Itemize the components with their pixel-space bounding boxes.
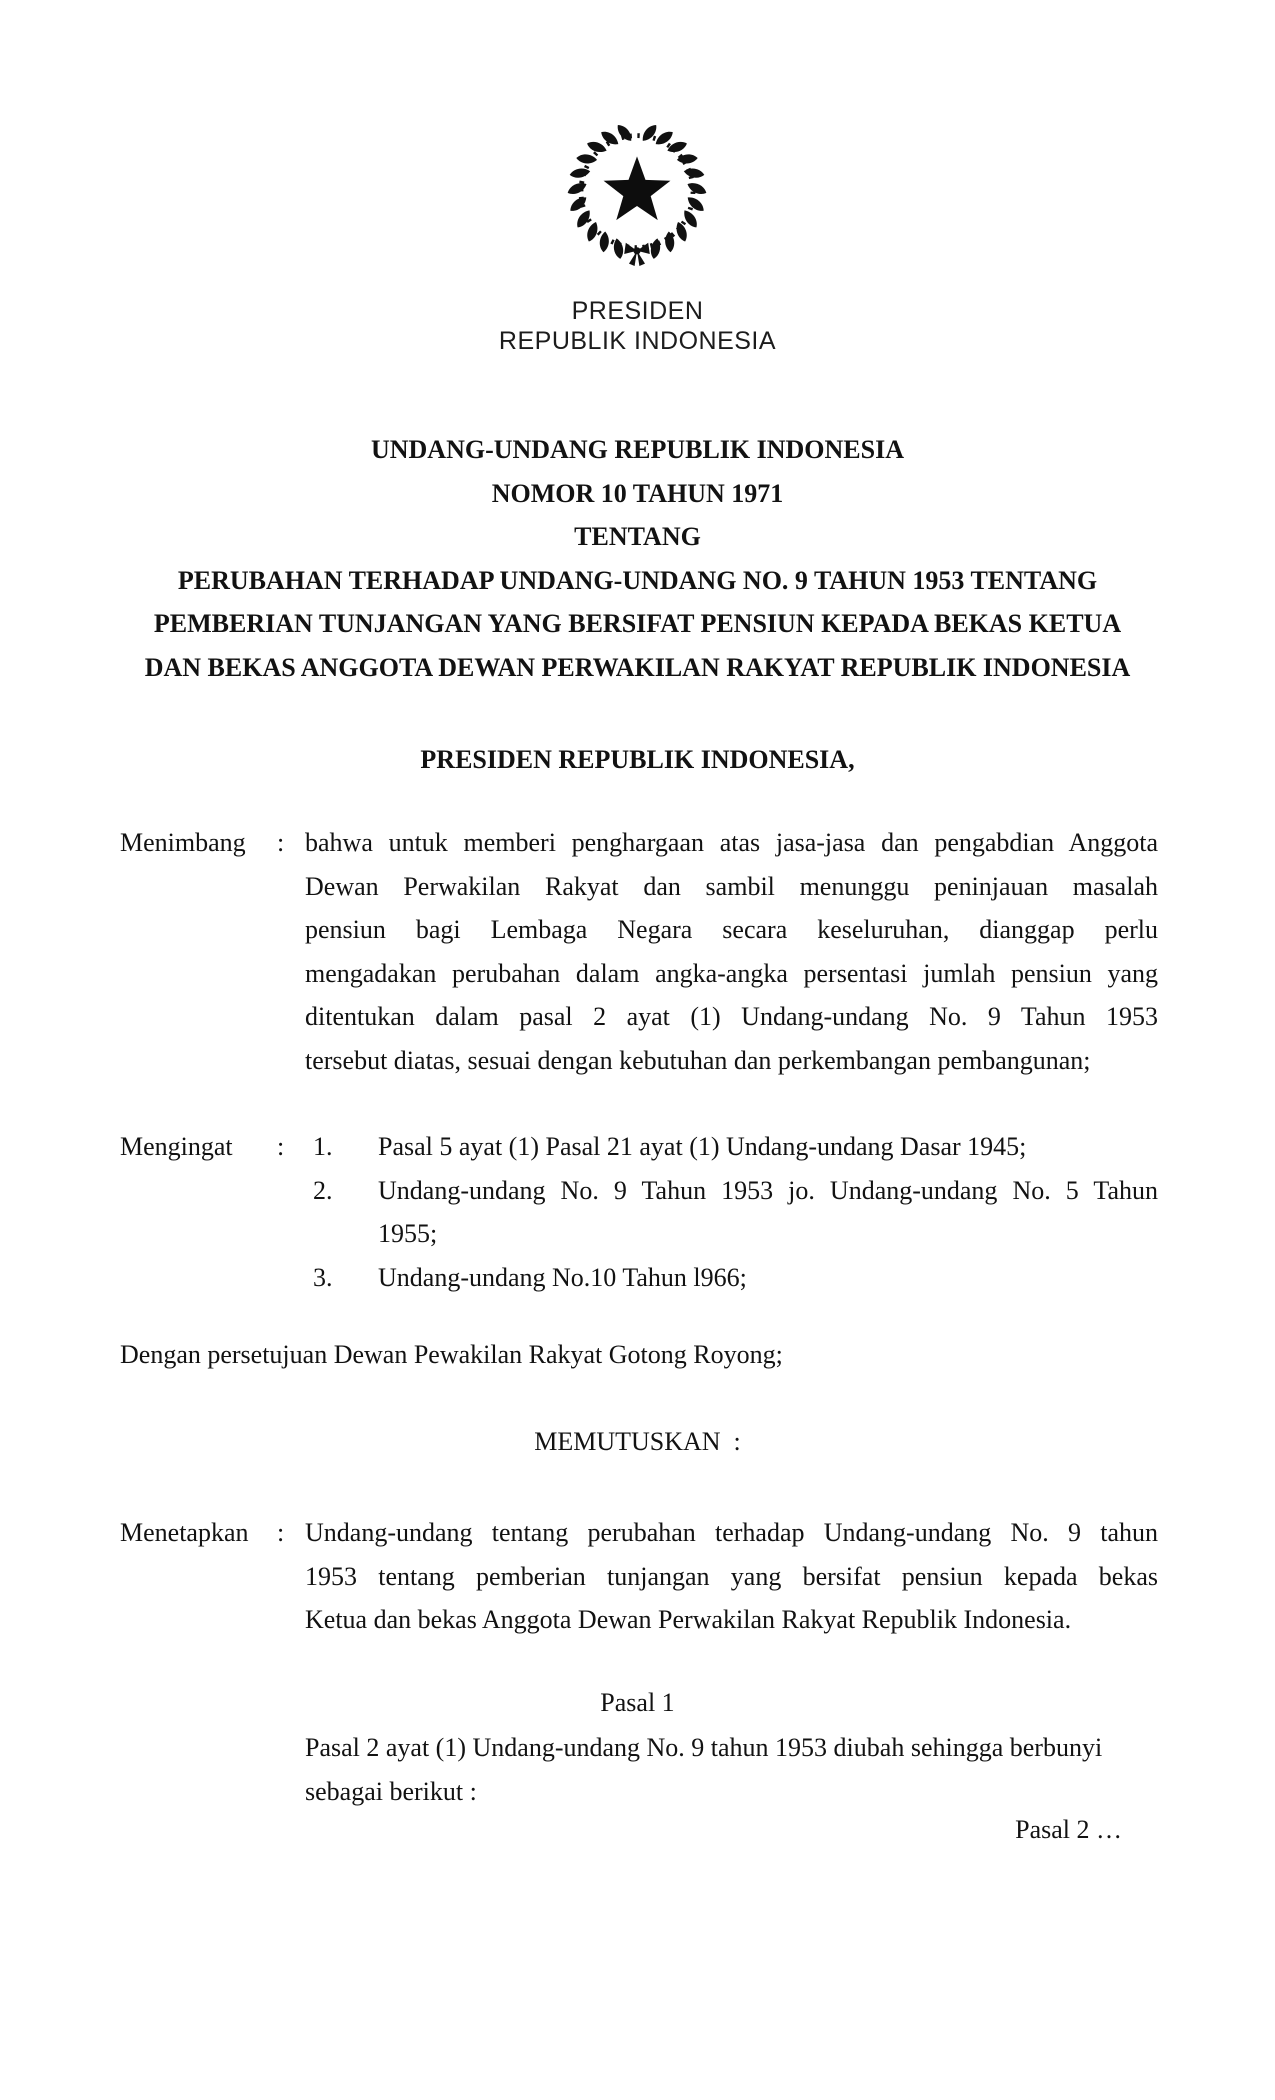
menetapkan-colon: : [277,1518,285,1547]
title-line: DAN BEKAS ANGGOTA DEWAN PERWAKILAN RAKYAT REPUBLIK INDONESIA [144,652,1131,682]
menetapkan-label: Menetapkan [120,1518,249,1547]
paragraph-line: 1955; [378,1219,438,1248]
mengingat-colon: : [277,1132,285,1161]
salutation-line: PRESIDEN REPUBLIK INDONESIA, [420,745,855,774]
menimbang-colon: : [277,828,285,857]
decision-heading: MEMUTUSKAN : [534,1427,741,1456]
title-line: PEMBERIAN TUNJANGAN YANG BERSIFAT PENSIUN KEPADA BEKAS KETUA [153,609,1122,638]
paragraph-line: Ketua dan bekas Anggota Dewan Perwakilan Rakyat Republik Indonesia. [305,1605,1072,1634]
list-item [305,1256,1158,1300]
letterhead-line-republik: REPUBLIK INDONESIA [498,327,777,355]
paragraph-line: pensiun bagi Lembaga Negara secara keseluruhan, dianggap perlu [305,915,1158,944]
title-line: PERUBAHAN TERHADAP UNDANG-UNDANG NO. 9 TAHUN 1953 TENTANG [177,565,1098,595]
mengingat-label: Mengingat [120,1132,233,1161]
list-item-text: Pasal 5 ayat (1) Pasal 21 ayat (1) Undang-undang Dasar 1945; [378,1132,1027,1161]
paragraph-line: Pasal 2 ayat (1) Undang-undang No. 9 tahun 1953 diubah sehingga berbunyi [305,1733,1103,1762]
star-icon [604,156,671,220]
paragraph-line: Undang-undang tentang perubahan terhadap Undang-undang No. 9 tahun [305,1518,1158,1547]
pasal-1-heading: Pasal 1 [600,1688,675,1717]
catchword: Pasal 2 … [1015,1815,1122,1844]
title-line: TENTANG [574,522,701,551]
list-item-number: 1. [313,1132,333,1161]
title-line: NOMOR 10 TAHUN 1971 [491,478,784,508]
list-item [305,1125,1158,1169]
paragraph-line: bahwa untuk memberi penghargaan atas jasa-jasa dan pengabdian Anggota [305,828,1158,857]
menimbang-paragraph [305,821,1158,1082]
document-title [0,428,1275,689]
paragraph-line: ditentukan dalam pasal 2 ayat (1) Undang-undang No. 9 Tahun 1953 [305,1002,1158,1031]
paragraph-line: 1953 tentang pemberian tunjangan yang bersifat pensiun kepada bekas [305,1561,1158,1591]
agreement-line: Dengan persetujuan Dewan Pewakilan Rakyat Gotong Royong; [120,1340,783,1369]
paragraph-line: tersebut diatas, sesuai dengan kebutuhan dan perkembangan pembangunan; [305,1045,1091,1075]
menetapkan-section [120,1511,1158,1642]
letterhead-line-presiden: PRESIDEN [571,297,704,325]
list-item-number: 3. [313,1262,333,1292]
list-item-text: Undang-undang No.10 Tahun l966; [378,1262,747,1292]
list-item [305,1169,1158,1256]
paragraph-line: mengadakan perubahan dalam angka-angka persentasi jumlah pensiun yang [305,958,1158,988]
paragraph-line: sebagai berikut : [305,1776,477,1806]
ribbon-bow-icon [624,243,650,266]
presidential-seal-icon [557,110,717,270]
menetapkan-paragraph [305,1511,1158,1642]
list-item-number: 2. [313,1175,333,1205]
mengingat-list [305,1125,1158,1299]
menimbang-section [120,821,1158,1082]
list-item-text [378,1169,1158,1256]
menimbang-label: Menimbang [120,828,246,857]
title-line: UNDANG-UNDANG REPUBLIK INDONESIA [370,435,905,464]
pasal-1-body [305,1726,1158,1813]
paragraph-line: Undang-undang No. 9 Tahun 1953 jo. Undang-undang No. 5 Tahun [378,1175,1158,1205]
mengingat-section [120,1125,1158,1299]
paragraph-line: Dewan Perwakilan Rakyat dan sambil menunggu peninjauan masalah [305,871,1158,901]
letterhead [0,296,1275,356]
